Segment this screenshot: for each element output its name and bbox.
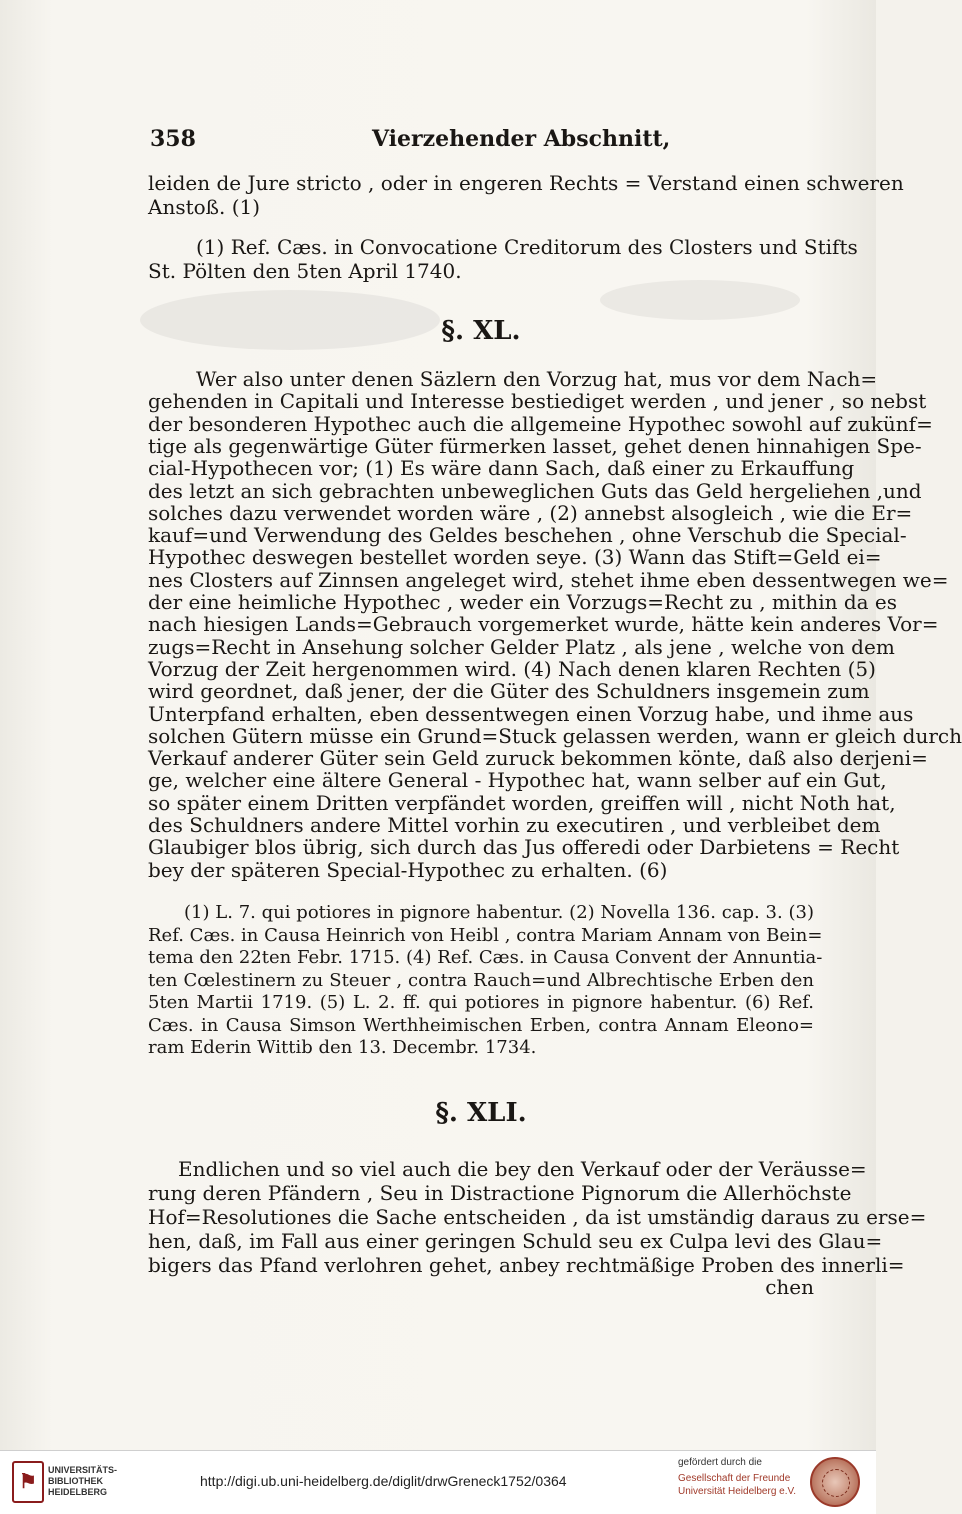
running-title: Vierzehender Abschnitt, bbox=[372, 126, 671, 152]
section_xl-line: Verkauf anderer Güter sein Geld zuruck bekommen könte, daß also derjeni= bbox=[148, 746, 928, 771]
section_xl-line: gehenden in Capitali und Interesse bestiediget werden , und jener , so nebst bbox=[148, 389, 927, 414]
footnote_a-line: (1) Ref. Cæs. in Convocatione Creditorum des Closters und Stifts bbox=[196, 235, 858, 259]
university-seal-icon bbox=[810, 1457, 860, 1507]
footnotes_b-line: ten Cœlestinern zu Steuer , contra Rauch=und Albrechtische Erben den bbox=[148, 969, 814, 991]
section_xl-line: kauf=und Verwendung des Geldes beschehen , ohne Verschub die Special- bbox=[148, 523, 907, 548]
section_xl-line: der besonderen Hypothec auch die allgemeine Hypothec sowohl auf zukünf= bbox=[148, 411, 933, 436]
section-xli-heading: §. XLI. bbox=[435, 1098, 527, 1128]
library-logo-icon: ⚑ bbox=[12, 1461, 44, 1503]
footnotes_b-line: 5ten Martii 1719. (5) L. 2. ff. qui potiores in pignore habentur. (6) Ref. bbox=[148, 992, 814, 1013]
sponsor-name-line-2: Universität Heidelberg e.V. bbox=[678, 1486, 797, 1497]
section_xl-line: Vorzug der Zeit hergenommen wird. (4) Nach denen klaren Rechten (5) bbox=[148, 656, 876, 681]
footnotes_b-line: (1) L. 7. qui potiores in pignore habentur. (2) Novella 136. cap. 3. (3) bbox=[184, 902, 814, 923]
section_xl-line: der eine heimliche Hypothec , weder ein Vorzugs=Recht zu , mithin da es bbox=[148, 590, 898, 614]
section_xl-line: ge, welcher eine ältere General - Hypothec hat, wann selber auf ein Gut, bbox=[148, 768, 887, 793]
section_xli-line: bigers das Pfand verlohren gehet, anbey rechtmäßige Proben des innerli= bbox=[148, 1253, 905, 1277]
intro-line: leiden de Jure stricto , oder in engeren Rechts = Verstand einen schweren bbox=[148, 171, 904, 195]
section_xli-line: Hof=Resolutiones die Sache entscheiden , da ist umständig daraus zu erse= bbox=[148, 1205, 927, 1229]
footer-bar bbox=[0, 1450, 876, 1514]
footnotes_b-line: ram Ederin Wittib den 13. Decembr. 1734. bbox=[148, 1037, 537, 1058]
footnotes_b-line: tema den 22ten Febr. 1715. (4) Ref. Cæs. in Causa Convent der Annuntia- bbox=[148, 947, 823, 968]
section_xl-line: nach hiesigen Lands=Gebrauch vorgemerket wurde, hätte kein anderes Vor= bbox=[148, 612, 939, 637]
section_xli-line: Endlichen und so viel auch die bey den Verkauf oder der Veräusse= bbox=[178, 1157, 867, 1181]
section_xl-line: des Schuldners andere Mittel vorhin zu executiren , und verbleibet dem bbox=[148, 813, 881, 837]
section_xl-line: nes Closters auf Zinnsen angeleget wird, stehet ihme eben dessentwegen we= bbox=[148, 567, 949, 592]
section_xl-line: Glaubiger blos übrig, sich durch das Jus offeredi oder Darbietens = Recht bbox=[148, 835, 900, 860]
section_xl-line: cial-Hypothecen vor; (1) Es wäre dann Sach, daß einer zu Erkauffung bbox=[148, 456, 855, 481]
section_xli-line: hen, daß, im Fall aus einer geringen Schuld seu ex Culpa levi des Glau= bbox=[148, 1229, 883, 1253]
section_xl-line: Unterpfand erhalten, eben dessentwegen einen Vorzug habe, und ihme aus bbox=[148, 701, 914, 726]
catchword: chen bbox=[765, 1275, 814, 1299]
page-number: 358 bbox=[150, 126, 196, 152]
library-name: UNIVERSITÄTS- BIBLIOTHEK HEIDELBERG bbox=[48, 1465, 118, 1497]
permalink[interactable]: http://digi.ub.uni-heidelberg.de/diglit/drwGreneck1752/0364 bbox=[200, 1473, 567, 1489]
section_xl-line: solches dazu verwendet worden wäre , (2) annebst alsogleich , wie die Er= bbox=[148, 500, 913, 525]
footnotes_b-line: Cæs. in Causa Simson Werthheimischen Erben, contra Annam Eleono= bbox=[148, 1014, 814, 1036]
intro-line: Anstoß. (1) bbox=[148, 195, 261, 219]
section-xl-heading: §. XL. bbox=[441, 316, 521, 346]
section_xl-line: solchen Gütern müsse ein Grund=Stuck gelassen werden, wann er gleich durch bbox=[148, 723, 962, 748]
section_xl-line: des letzt an sich gebrachten unbeweglichen Guts das Geld hergeliehen ,und bbox=[148, 478, 922, 503]
section_xl-line: Wer also unter denen Säzlern den Vorzug hat, mus vor dem Nach= bbox=[196, 367, 878, 391]
footnote_a-line: St. Pölten den 5ten April 1740. bbox=[148, 259, 462, 283]
sponsor-name-line-1: Gesellschaft der Freunde bbox=[678, 1473, 791, 1484]
section_xl-line: bey der späteren Special-Hypothec zu erhalten. (6) bbox=[148, 857, 668, 882]
section_xl-line: zugs=Recht in Ansehung solcher Gelder Platz , als jene , welche von dem bbox=[148, 634, 895, 659]
section_xl-line: wird geordnet, daß jener, der die Güter des Schuldners insgemein zum bbox=[148, 679, 870, 704]
sponsor-label: gefördert durch die bbox=[678, 1457, 762, 1468]
section_xl-line: so später einem Dritten verpfändet worden, greiffen will , nicht Noth hat, bbox=[148, 790, 896, 815]
section_xl-line: tige als gegenwärtige Güter fürmerken lasset, gehet denen hinnahigen Spe- bbox=[148, 433, 922, 458]
section_xl-line: Hypothec deswegen bestellet worden seye. (3) Wann das Stift=Geld ei= bbox=[148, 545, 882, 570]
section_xli-line: rung deren Pfändern , Seu in Distractione Pignorum die Allerhöchste bbox=[148, 1181, 852, 1205]
footnotes_b-line: Ref. Cæs. in Causa Heinrich von Heibl , contra Mariam Annam von Bein= bbox=[148, 924, 823, 946]
